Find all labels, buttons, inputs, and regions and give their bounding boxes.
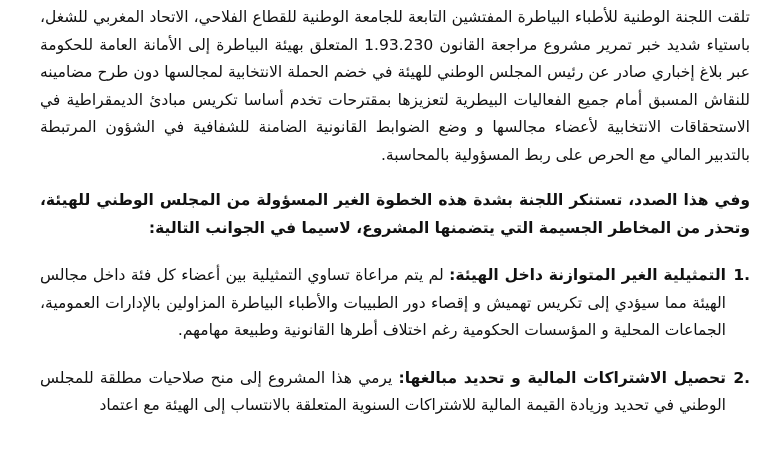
item-paragraph [40,365,726,420]
item-paragraph [40,262,726,345]
numbered-item-1 [40,262,750,345]
numbered-item-2 [40,365,750,420]
document-body [40,4,750,420]
item-title: التمثيلية الغير المتوازنة داخل الهيئة: [449,266,726,284]
item-text: يرمي هذا المشروع إلى منح صلاحيات مطلقة للمجلس الوطني في تحديد وزيادة القيمة المالية للاشتراكات السنوية المتعلقة بالانتساب إلى الهيئة مع اعتماد [40,368,726,414]
item-number: 2. [733,368,750,387]
item-number: 1. [733,266,750,284]
intro-paragraph: تلقت اللجنة الوطنية للأطباء البياطرة المفتشين التابعة للجامعة الوطنية للقطاع الفلاحي، الاتحاد المغربي للشغل، باستياء شديد خبر تمرير مشروع مراجعة القانون 1.93.230 المتعلق بهيئة البياطرة إلى الأمانة العامة للحكومة عبر بلاغ إخباري صادر عن رئيس المجلس الوطني للهيئة في خضم الحملة الانتخابية لمجالسها دون طرح مضامينه للنقاش المسبق أمام جميع الفعاليات البيطرية لتعزيزها بمقترحات تخدم أساسا تكريس مبادئ الديمقراطية في الاستحقاقات الانتخابية لأعضاء مجالسها و وضع الضوابط القانونية الضامنة للشفافية في الشؤون المرتبطة بالتدبير المالي مع الحرص على ربط المسؤولية بالمحاسبة. [40,8,751,164]
stance-paragraph: وفي هذا الصدد، تستنكر اللجنة بشدة هذه الخطوة الغير المسؤولة من المجلس الوطني للهيئة، وتحذر من المخاطر الجسيمة التي يتضمنها المشروع، لاسيما في الجوانب التالية: [40,191,750,237]
item-text: لم يتم مراعاة تساوي التمثيلية بين أعضاء كل فئة داخل مجالس الهيئة مما سيؤدي إلى تكريس تهميش و إقصاء دور الطبيبات والأطباء البياطرة المزاولين بالإدارات العمومية، الجماعات المحلية و المؤسسات الحكومية رغم اختلاف أطرها القانونية وطبيعة مهامهم. [40,266,726,339]
item-title: تحصيل الاشتراكات المالية و تحديد مبالغها: [398,368,726,387]
